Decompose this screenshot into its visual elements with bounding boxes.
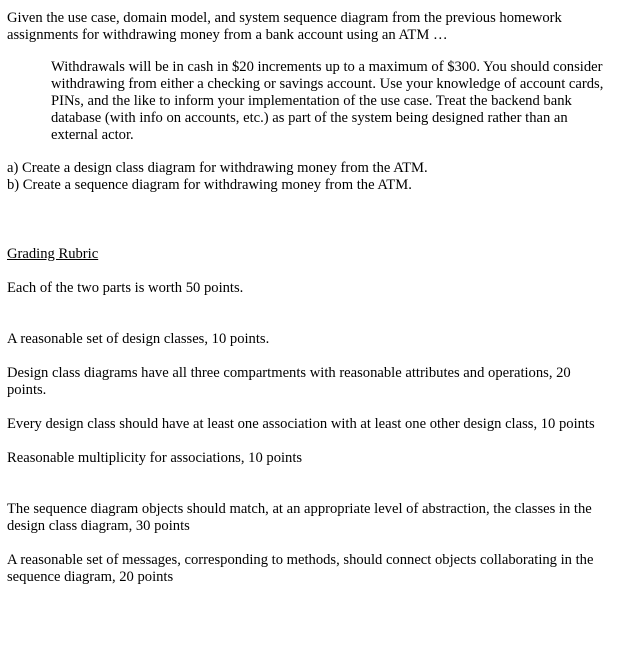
task-list [7,160,607,194]
rubric-criterion-associations: Every design class should have at least one association with at least one other design class, 10 points [7,416,595,432]
rubric-criterion-compartments: Design class diagrams have all three compartments with reasonable attributes and operations, 20 points. [7,365,571,398]
requirements-quote: Withdrawals will be in cash in $20 increments up to a maximum of $300. You should consider withdrawing from either a checking or savings account. Use your knowledge of account cards, PINs, and the like to inform your implementation of the use case. Treat the backend bank database (with info on accounts, etc.) as part of the system being designed rather than an external actor. [51,59,604,143]
rubric-criterion-sequence-objects: The sequence diagram objects should match, at an appropriate level of abstraction, the classes in the design class diagram, 30 points [7,501,592,534]
rubric-criterion-design-classes: A reasonable set of design classes, 10 points. [7,331,270,347]
task-b: b) Create a sequence diagram for withdrawing money from the ATM. [7,177,412,193]
intro-paragraph: Given the use case, domain model, and system sequence diagram from the previous homework assignments for withdrawing money from a bank account using an ATM … [7,10,562,43]
rubric-worth: Each of the two parts is worth 50 points. [7,280,244,296]
rubric-criterion-multiplicity: Reasonable multiplicity for associations, 10 points [7,450,303,466]
task-a: a) Create a design class diagram for withdrawing money from the ATM. [7,160,428,176]
rubric-criterion-messages: A reasonable set of messages, corresponding to methods, should connect objects collaborating in the sequence diagram, 20 points [7,552,594,585]
rubric-heading: Grading Rubric [7,246,99,262]
assignment-document [7,10,607,603]
